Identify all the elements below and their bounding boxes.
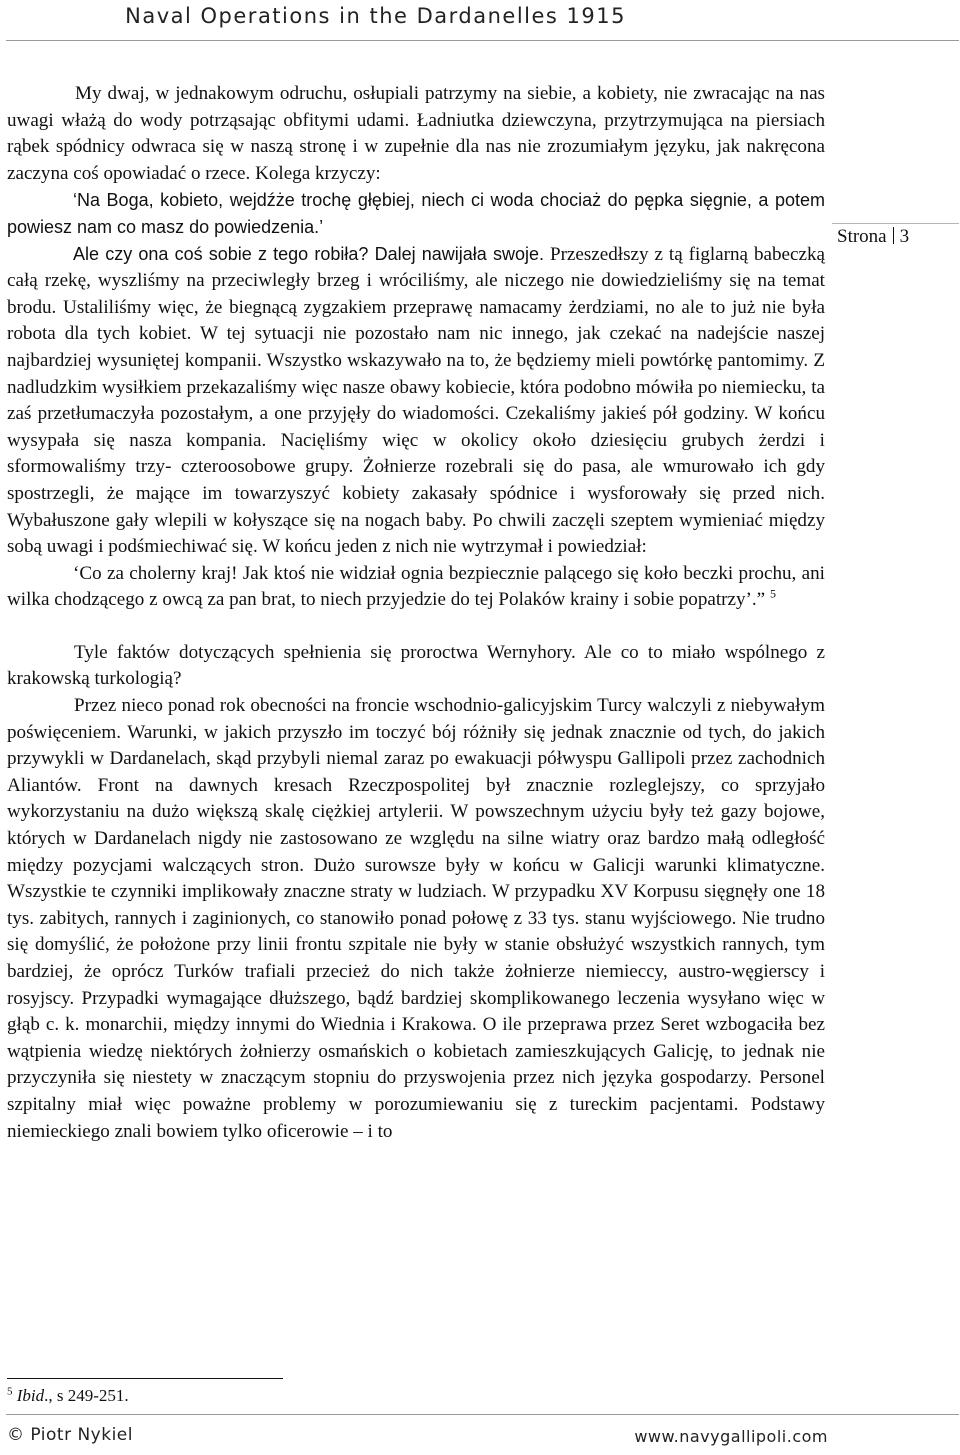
paragraph-2-quote: ‘Na Boga, kobieto, wejdźże trochę głębiej, niech ci woda chociaż do pępka sięgnie, a potem powiesz nam co masz do powiedzenia.’: [7, 190, 825, 237]
page-label-separator: [893, 227, 894, 244]
paragraph-4-text: ‘Co za cholerny kraj! Jak ktoś nie widział ognia bezpiecznie palącego się koło beczki prochu, ani wilka chodzącego z owcą za pan brat, to niech przyjedzie do tej Polaków krainy i sobie popatrzy’.”: [7, 562, 825, 611]
paragraph-6: Przez nieco ponad rok obecności na froncie wschodnio-galicyjskim Turcy walczyli z niebywałym poświęceniem. Warunki, w jakich przyszło im toczyć bój różniły się jednak znacznie od tych, do jakich przywykli w Dardanelach, skąd przybyli niemal zaraz po ewakuacji półwyspu Gallipoli przez zachodnich Aliantów. Front na dawnych kresach Rzeczpospolitej był znacznie rozleglejszy, co sprzyjało wykorzystaniu na dużo większą skalę ciężkiej artylerii. W powszechnym użyciu były też gazy bojowe, których w Dardanelach nigdy nie zastosowano ze względu na silne wiatry oraz bardzo małą odległość między pozycjami walczących stron. Dużo surowsze były w końcu w Galicji warunki klimatyczne. Wszystkie te czynniki implikowały znaczne straty w ludziach. W przypadku XV Korpusu sięgnęły one 18 tys. zabitych, rannych i zaginionych, co stanowiło ponad połowę z 33 tys. stanu wyjściowego. Nie trudno się domyślić, że położone przy linii frontu szpitale nie były w stanie obsłużyć wszystkich rannych, tym bardziej, że oprócz Turków trafiali przecież do nich także żołnierze niemieccy, austro-węgierscy i rosyjscy. Przypadki wymagające dłuższego, bądź bardziej skomplikowanego leczenia wysyłano więc w głąb c. k. monarchii, między innymi do Wiednia i Krakowa. O ile przeprawa przez Seret wzbogaciła bez wątpienia wiedzę niektórych żołnierzy osmańskich o kobietach zamieszkujących Galicję, to jednak nie przyczyniła się niestety w znaczącym stopniu do przyswojenia przez nich języka gospodarzy. Personel szpitalny miał więc poważne problemy w porozumiewaniu się z tureckim pacjentami. Podstawy niemieckiego znali bowiem tylko oficerowie – i to: [7, 695, 825, 1142]
main-text: [7, 81, 825, 1145]
page-number-divider: [832, 223, 959, 224]
footnote: [7, 1386, 129, 1406]
footnote-reference[interactable]: 5: [769, 586, 776, 601]
paragraph-gap: [7, 614, 825, 640]
footnote-italic: Ibid: [16, 1386, 45, 1405]
paragraph-3-serif: Przeszedłszy z tą figlarną babeczką całą rzekę, wyszliśmy na przeciwległy brzeg i wróciliśmy, ale niczego nie dowiedzieliśmy się na temat brodu. Ustaliliśmy więc, że biegnącą zygzakiem przeprawę namacamy żerdziami, no ale to już nie była robota dla tych kobiet. W tej sytuacji nie pozostało nam nic innego, jak czekać na nadejście naszej najbardziej wysuniętej kompanii. Wszystko wskazywało na to, że będziemy mieli powtórkę pantomimy. Z nadludzkim wysiłkiem przekazaliśmy więc nasze obawy kobiecie, która podobno mówiła po niemiecku, ta zaś przetłumaczyła pozostałym, a one przyjęły do wiadomości. Czekaliśmy jakieś pół godziny. W końcu wysypała się nasza kompania. Nacięliśmy więc w okolicy około dziesięciu grubych żerdzi i sformowaliśmy trzy- czteroosobowe grupy. Żołnierze rozebrali się do pasa, ale wmurowało ich gdy spostrzegli, że mające im towarzyszyć kobiety zakasały spódnice i wysforowały się przed nich. Wybałuszone gały wlepili w kołyszące się na nogach baby. Po chwili zaczęli szeptem wymieniać między sobą uwagi i podśmiechiwać się. W końcu jeden z nich nie wytrzymał i powiedział:: [7, 243, 825, 558]
paragraph-3: [7, 241, 825, 561]
footnote-text: ., s 249-251.: [44, 1386, 129, 1405]
page-number-label: [837, 226, 909, 248]
paragraph-5: Tyle faktów dotyczących spełnienia się proroctwa Wernyhory. Ale co to miało wspólnego z krakowską turkologią?: [7, 641, 825, 690]
footer-divider: [6, 1414, 959, 1415]
page-number: 3: [899, 226, 910, 247]
footnote-number: 5: [7, 1385, 13, 1398]
paragraph-1: My dwaj, w jednakowym odruchu, osłupiali patrzymy na siebie, a kobiety, nie zwracając na nas uwagi włażą do wody potrząsając obfitymi udami. Ładniutka dziewczyna, przytrzymująca na piersiach rąbek spódnicy odwraca się w naszą stronę i w zupełnie dla nas nie zrozumiałym języku, jak nakręcona zaczyna coś opowiadać o rzece. Kolega krzyczy:: [7, 83, 825, 184]
header-divider: [6, 40, 959, 41]
paragraph-4-quote: [7, 561, 825, 614]
footer-website-link[interactable]: www.navygallipoli.com: [634, 1427, 828, 1446]
running-header: Naval Operations in the Dardanelles 1915: [125, 4, 626, 28]
footer-author: © Piotr Nykiel: [7, 1425, 133, 1445]
page-label-text: Strona: [837, 226, 887, 247]
footnote-divider: [7, 1378, 283, 1379]
paragraph-3-sans: Ale czy ona coś sobie z tego robiła? Dalej nawijała swoje.: [73, 243, 544, 264]
